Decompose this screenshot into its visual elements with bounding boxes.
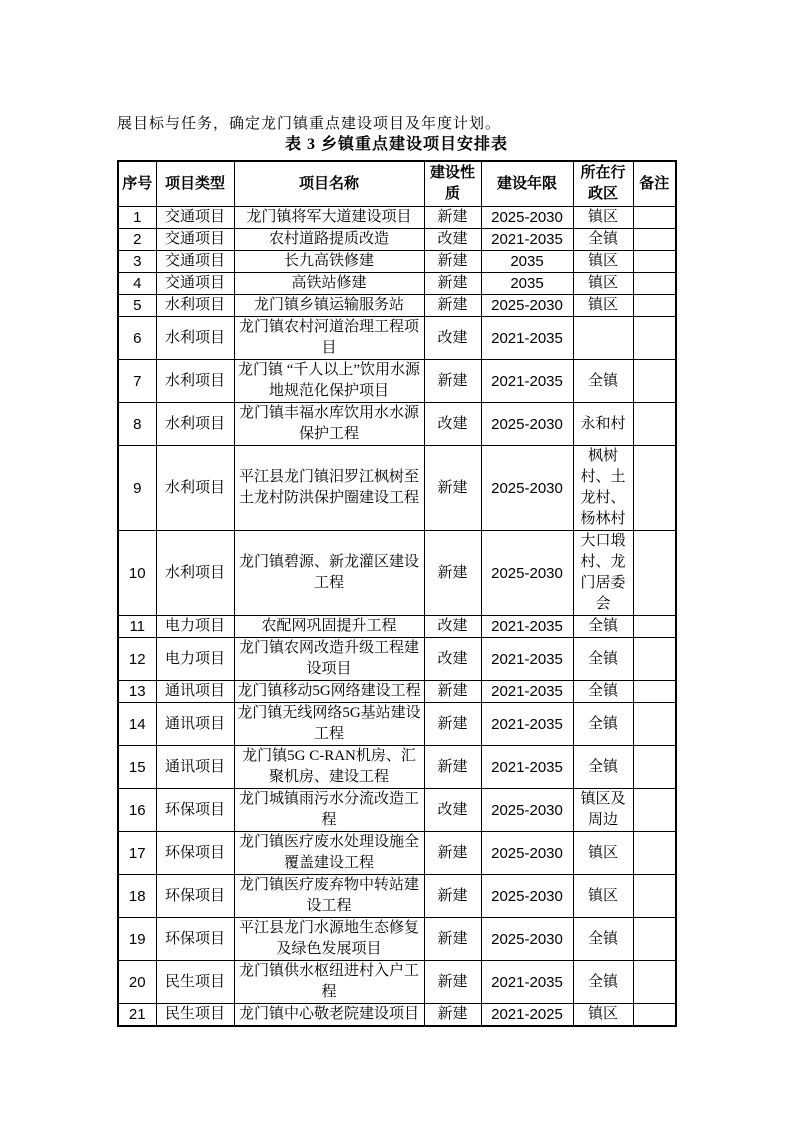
- cell-period: 2025-2030: [481, 918, 573, 961]
- cell-period: 2021-2035: [481, 317, 573, 360]
- cell-remark: [633, 273, 676, 295]
- table-row: [118, 616, 676, 638]
- cell-name: 农配网巩固提升工程: [234, 616, 424, 638]
- cell-district: 大口塅村、龙门居委会: [573, 531, 633, 616]
- cell-period: 2025-2030: [481, 403, 573, 446]
- cell-district: 全镇: [573, 746, 633, 789]
- table-row: [118, 360, 676, 403]
- cell-no: 4: [118, 273, 156, 295]
- cell-name: 龙门镇碧源、新龙灌区建设工程: [234, 531, 424, 616]
- paragraph-continuation: 展目标与任务，确定龙门镇重点建设项目及年度计划。: [117, 116, 502, 132]
- cell-type: 水利项目: [156, 360, 234, 403]
- cell-type: 环保项目: [156, 875, 234, 918]
- cell-type: 环保项目: [156, 789, 234, 832]
- cell-type: 环保项目: [156, 832, 234, 875]
- cell-remark: [633, 746, 676, 789]
- cell-district: 枫树村、土龙村、杨林村: [573, 446, 633, 531]
- cell-district: 全镇: [573, 918, 633, 961]
- cell-nature: 新建: [424, 961, 481, 1004]
- cell-remark: [633, 703, 676, 746]
- cell-type: 交通项目: [156, 273, 234, 295]
- cell-district: 镇区: [573, 295, 633, 317]
- cell-nature: 新建: [424, 207, 481, 229]
- cell-district: 全镇: [573, 360, 633, 403]
- cell-nature: 改建: [424, 317, 481, 360]
- table-header-row: [118, 161, 676, 207]
- cell-district: 全镇: [573, 961, 633, 1004]
- table-title: 表 3 乡镇重点建设项目安排表: [284, 136, 508, 153]
- cell-type: 通讯项目: [156, 681, 234, 703]
- table-row: [118, 207, 676, 229]
- cell-remark: [633, 638, 676, 681]
- cell-remark: [633, 875, 676, 918]
- cell-period: 2021-2035: [481, 229, 573, 251]
- table-row: [118, 1004, 676, 1027]
- cell-district: 镇区及周边: [573, 789, 633, 832]
- header-district: 所在行政区: [573, 161, 633, 207]
- cell-remark: [633, 295, 676, 317]
- cell-name: 龙门镇供水枢纽进村入户工程: [234, 961, 424, 1004]
- cell-type: 民生项目: [156, 961, 234, 1004]
- cell-name: 平江县龙门水源地生态修复及绿色发展项目: [234, 918, 424, 961]
- cell-period: 2025-2030: [481, 446, 573, 531]
- projects-table: [117, 160, 677, 1027]
- cell-remark: [633, 681, 676, 703]
- cell-type: 民生项目: [156, 1004, 234, 1027]
- cell-district: 永和村: [573, 403, 633, 446]
- cell-type: 水利项目: [156, 446, 234, 531]
- cell-remark: [633, 403, 676, 446]
- table-row: [118, 273, 676, 295]
- cell-nature: 新建: [424, 251, 481, 273]
- cell-nature: 新建: [424, 875, 481, 918]
- cell-nature: 新建: [424, 918, 481, 961]
- cell-remark: [633, 446, 676, 531]
- cell-type: 交通项目: [156, 207, 234, 229]
- cell-nature: 新建: [424, 446, 481, 531]
- cell-no: 2: [118, 229, 156, 251]
- cell-name: 龙门镇5G C-RAN机房、汇聚机房、建设工程: [234, 746, 424, 789]
- cell-no: 18: [118, 875, 156, 918]
- cell-no: 19: [118, 918, 156, 961]
- cell-nature: 新建: [424, 531, 481, 616]
- header-name: 项目名称: [234, 161, 424, 207]
- header-period: 建设年限: [481, 161, 573, 207]
- cell-period: 2035: [481, 273, 573, 295]
- cell-remark: [633, 1004, 676, 1027]
- cell-remark: [633, 531, 676, 616]
- cell-name: 长九高铁修建: [234, 251, 424, 273]
- cell-district: [573, 317, 633, 360]
- cell-type: 水利项目: [156, 403, 234, 446]
- cell-no: 10: [118, 531, 156, 616]
- cell-type: 水利项目: [156, 531, 234, 616]
- cell-name: 龙门镇 “千人以上”饮用水源地规范化保护项目: [234, 360, 424, 403]
- cell-name: 龙门镇丰福水库饮用水水源保护工程: [234, 403, 424, 446]
- cell-name: 平江县龙门镇汨罗江枫树至土龙村防洪保护圈建设工程: [234, 446, 424, 531]
- cell-period: 2025-2030: [481, 295, 573, 317]
- cell-nature: 新建: [424, 295, 481, 317]
- table-row: [118, 832, 676, 875]
- cell-no: 8: [118, 403, 156, 446]
- cell-period: 2021-2035: [481, 703, 573, 746]
- cell-nature: 改建: [424, 789, 481, 832]
- cell-period: 2021-2035: [481, 638, 573, 681]
- cell-remark: [633, 961, 676, 1004]
- cell-remark: [633, 832, 676, 875]
- cell-remark: [633, 317, 676, 360]
- cell-district: 镇区: [573, 251, 633, 273]
- cell-period: 2035: [481, 251, 573, 273]
- cell-name: 龙门镇农网改造升级工程建设项目: [234, 638, 424, 681]
- cell-district: 全镇: [573, 703, 633, 746]
- cell-period: 2021-2035: [481, 746, 573, 789]
- cell-nature: 新建: [424, 360, 481, 403]
- cell-type: 电力项目: [156, 616, 234, 638]
- cell-period: 2021-2035: [481, 961, 573, 1004]
- cell-nature: 改建: [424, 403, 481, 446]
- header-type: 项目类型: [156, 161, 234, 207]
- cell-name: 龙门镇移动5G网络建设工程: [234, 681, 424, 703]
- table-row: [118, 531, 676, 616]
- cell-name: 龙门镇无线网络5G基站建设工程: [234, 703, 424, 746]
- table-row: [118, 229, 676, 251]
- cell-remark: [633, 251, 676, 273]
- header-nature: 建设性质: [424, 161, 481, 207]
- cell-nature: 改建: [424, 229, 481, 251]
- cell-period: 2025-2030: [481, 832, 573, 875]
- cell-name: 龙门镇医疗废水处理设施全覆盖建设工程: [234, 832, 424, 875]
- cell-district: 全镇: [573, 681, 633, 703]
- cell-no: 9: [118, 446, 156, 531]
- cell-remark: [633, 207, 676, 229]
- cell-type: 通讯项目: [156, 703, 234, 746]
- cell-no: 13: [118, 681, 156, 703]
- cell-no: 3: [118, 251, 156, 273]
- cell-no: 11: [118, 616, 156, 638]
- cell-period: 2021-2035: [481, 681, 573, 703]
- cell-district: 镇区: [573, 207, 633, 229]
- cell-period: 2021-2025: [481, 1004, 573, 1027]
- cell-no: 6: [118, 317, 156, 360]
- header-no: 序号: [118, 161, 156, 207]
- cell-no: 14: [118, 703, 156, 746]
- table-row: [118, 638, 676, 681]
- cell-district: 镇区: [573, 832, 633, 875]
- cell-type: 交通项目: [156, 229, 234, 251]
- header-remark: 备注: [633, 161, 676, 207]
- cell-district: 全镇: [573, 638, 633, 681]
- table-row: [118, 681, 676, 703]
- cell-district: 全镇: [573, 229, 633, 251]
- cell-no: 12: [118, 638, 156, 681]
- cell-type: 通讯项目: [156, 746, 234, 789]
- cell-no: 7: [118, 360, 156, 403]
- table-row: [118, 789, 676, 832]
- cell-nature: 新建: [424, 681, 481, 703]
- table-row: [118, 746, 676, 789]
- table-row: [118, 918, 676, 961]
- cell-no: 17: [118, 832, 156, 875]
- cell-type: 交通项目: [156, 251, 234, 273]
- cell-remark: [633, 789, 676, 832]
- cell-name: 龙门镇医疗废弃物中转站建设工程: [234, 875, 424, 918]
- table-body: [118, 207, 676, 1027]
- cell-type: 电力项目: [156, 638, 234, 681]
- table-row: [118, 961, 676, 1004]
- cell-type: 环保项目: [156, 918, 234, 961]
- cell-period: 2025-2030: [481, 789, 573, 832]
- cell-remark: [633, 229, 676, 251]
- cell-type: 水利项目: [156, 295, 234, 317]
- cell-period: 2025-2030: [481, 207, 573, 229]
- cell-name: 高铁站修建: [234, 273, 424, 295]
- cell-nature: 改建: [424, 638, 481, 681]
- cell-district: 镇区: [573, 1004, 633, 1027]
- cell-nature: 新建: [424, 746, 481, 789]
- cell-period: 2025-2030: [481, 531, 573, 616]
- cell-district: 镇区: [573, 875, 633, 918]
- cell-no: 20: [118, 961, 156, 1004]
- cell-period: 2021-2035: [481, 616, 573, 638]
- cell-nature: 改建: [424, 616, 481, 638]
- cell-remark: [633, 360, 676, 403]
- table-row: [118, 295, 676, 317]
- cell-nature: 新建: [424, 1004, 481, 1027]
- table-row: [118, 446, 676, 531]
- cell-name: 龙门镇将军大道建设项目: [234, 207, 424, 229]
- cell-name: 龙门镇乡镇运输服务站: [234, 295, 424, 317]
- cell-remark: [633, 918, 676, 961]
- table-row: [118, 703, 676, 746]
- table-row: [118, 317, 676, 360]
- cell-no: 16: [118, 789, 156, 832]
- cell-district: 全镇: [573, 616, 633, 638]
- cell-name: 龙门城镇雨污水分流改造工程: [234, 789, 424, 832]
- cell-no: 15: [118, 746, 156, 789]
- cell-no: 1: [118, 207, 156, 229]
- cell-name: 龙门镇农村河道治理工程项目: [234, 317, 424, 360]
- table-row: [118, 403, 676, 446]
- cell-remark: [633, 616, 676, 638]
- cell-type: 水利项目: [156, 317, 234, 360]
- cell-no: 5: [118, 295, 156, 317]
- cell-period: 2021-2035: [481, 360, 573, 403]
- table-row: [118, 251, 676, 273]
- cell-no: 21: [118, 1004, 156, 1027]
- cell-nature: 新建: [424, 273, 481, 295]
- cell-name: 龙门镇中心敬老院建设项目: [234, 1004, 424, 1027]
- cell-name: 农村道路提质改造: [234, 229, 424, 251]
- cell-district: 镇区: [573, 273, 633, 295]
- cell-nature: 新建: [424, 703, 481, 746]
- table-row: [118, 875, 676, 918]
- cell-period: 2025-2030: [481, 875, 573, 918]
- cell-nature: 新建: [424, 832, 481, 875]
